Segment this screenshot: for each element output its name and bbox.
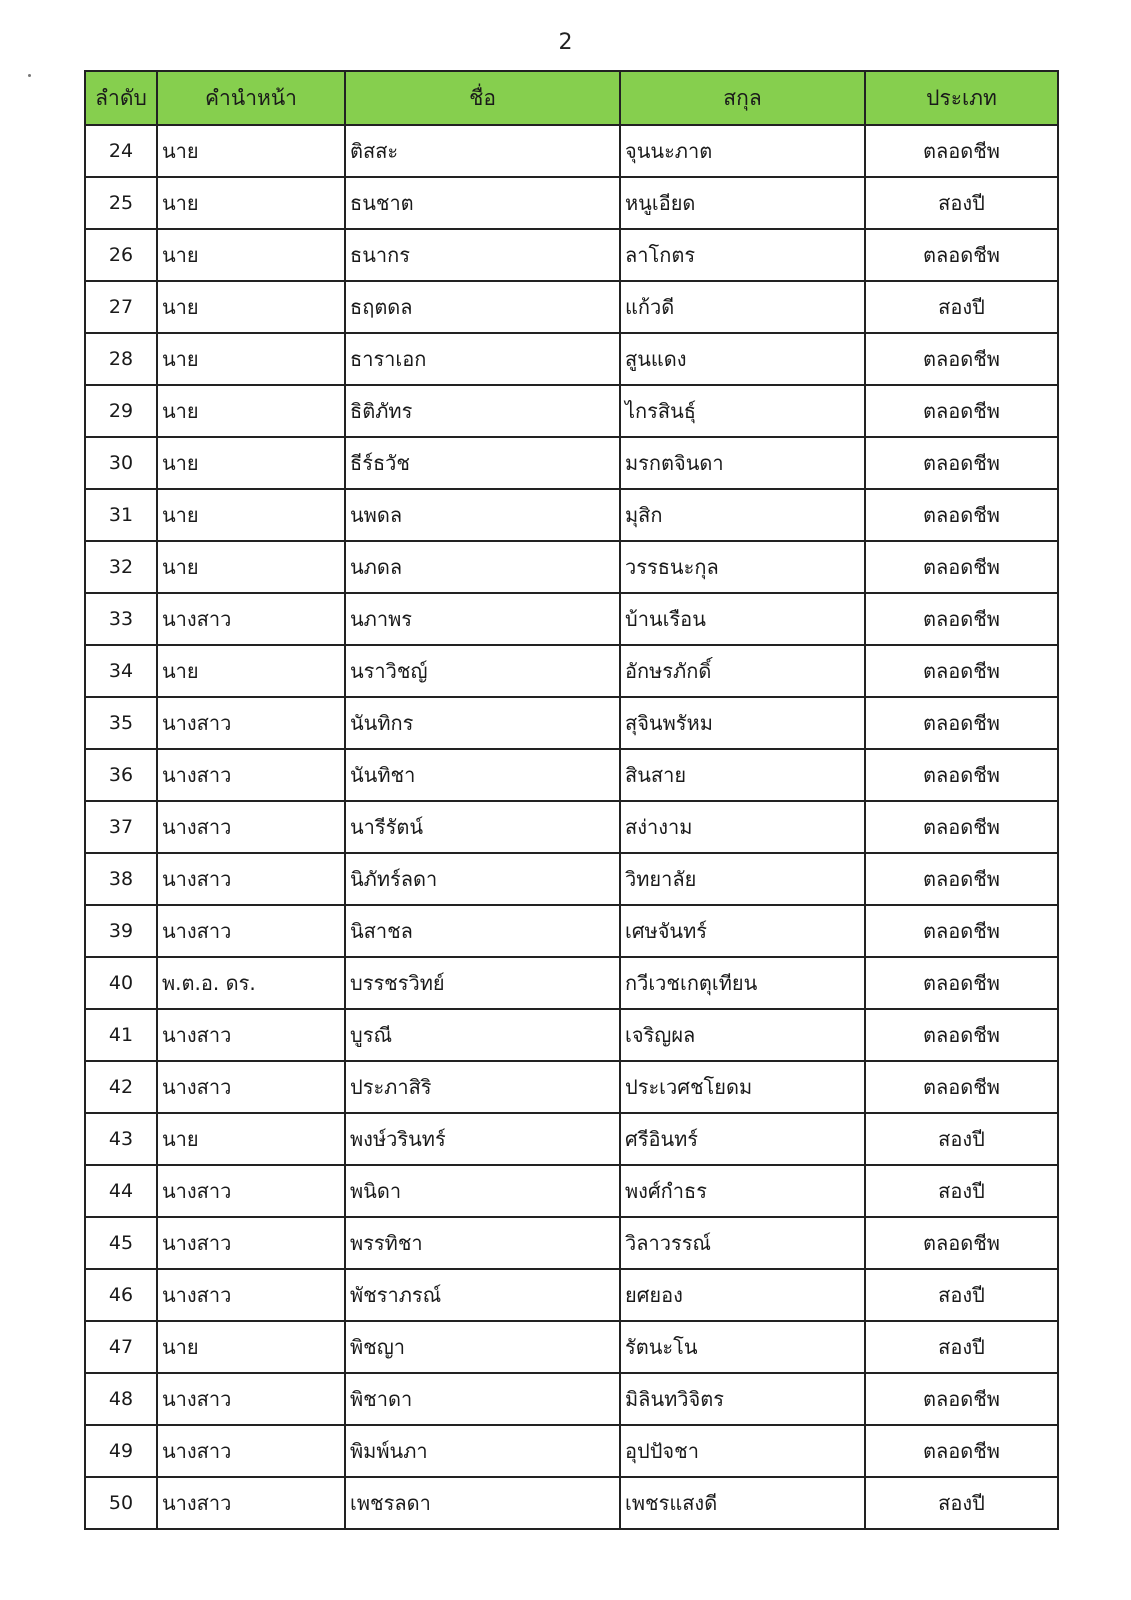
cell-order: 28 <box>85 333 157 385</box>
cell-type: ตลอดชีพ <box>865 333 1058 385</box>
cell-first-name: นันทิกร <box>345 697 620 749</box>
header-first-name: ชื่อ <box>345 71 620 125</box>
cell-first-name: นภาพร <box>345 593 620 645</box>
cell-order: 34 <box>85 645 157 697</box>
cell-order: 48 <box>85 1373 157 1425</box>
cell-first-name: พนิดา <box>345 1165 620 1217</box>
cell-last-name: มรกตจินดา <box>620 437 865 489</box>
cell-last-name: เศษจันทร์ <box>620 905 865 957</box>
cell-order: 37 <box>85 801 157 853</box>
table-row <box>85 385 1058 437</box>
cell-type: ตลอดชีพ <box>865 645 1058 697</box>
cell-first-name: พงษ์วรินทร์ <box>345 1113 620 1165</box>
cell-order: 46 <box>85 1269 157 1321</box>
cell-last-name: ประเวศชโยดม <box>620 1061 865 1113</box>
cell-prefix: นางสาว <box>157 1165 345 1217</box>
cell-order: 40 <box>85 957 157 1009</box>
cell-order: 42 <box>85 1061 157 1113</box>
header-prefix: คำนำหน้า <box>157 71 345 125</box>
table-body <box>85 125 1058 1529</box>
cell-last-name: สินสาย <box>620 749 865 801</box>
cell-last-name: กวีเวชเกตุเทียน <box>620 957 865 1009</box>
cell-order: 39 <box>85 905 157 957</box>
cell-first-name: พิชญา <box>345 1321 620 1373</box>
cell-prefix: นางสาว <box>157 593 345 645</box>
table-row <box>85 333 1058 385</box>
table-row <box>85 905 1058 957</box>
cell-prefix: นาย <box>157 541 345 593</box>
table-row <box>85 1165 1058 1217</box>
cell-order: 32 <box>85 541 157 593</box>
cell-first-name: นันทิชา <box>345 749 620 801</box>
cell-order: 30 <box>85 437 157 489</box>
cell-last-name: มิลินทวิจิตร <box>620 1373 865 1425</box>
cell-type: ตลอดชีพ <box>865 905 1058 957</box>
table-row <box>85 489 1058 541</box>
cell-first-name: พรรทิชา <box>345 1217 620 1269</box>
cell-order: 25 <box>85 177 157 229</box>
cell-type: ตลอดชีพ <box>865 1425 1058 1477</box>
cell-first-name: นพดล <box>345 489 620 541</box>
cell-order: 44 <box>85 1165 157 1217</box>
table-row <box>85 281 1058 333</box>
cell-first-name: ธนชาต <box>345 177 620 229</box>
cell-last-name: ลาโกตร <box>620 229 865 281</box>
cell-prefix: นางสาว <box>157 697 345 749</box>
cell-order: 41 <box>85 1009 157 1061</box>
cell-order: 49 <box>85 1425 157 1477</box>
cell-order: 50 <box>85 1477 157 1529</box>
cell-first-name: พัชราภรณ์ <box>345 1269 620 1321</box>
cell-type: สองปี <box>865 1165 1058 1217</box>
cell-type: ตลอดชีพ <box>865 125 1058 177</box>
table-row <box>85 697 1058 749</box>
cell-last-name: เจริญผล <box>620 1009 865 1061</box>
cell-type: ตลอดชีพ <box>865 801 1058 853</box>
cell-first-name: ธีร์ธวัช <box>345 437 620 489</box>
table-row <box>85 801 1058 853</box>
cell-last-name: รัตนะโน <box>620 1321 865 1373</box>
cell-type: ตลอดชีพ <box>865 1217 1058 1269</box>
header-last-name: สกุล <box>620 71 865 125</box>
table-row <box>85 1321 1058 1373</box>
cell-prefix: นางสาว <box>157 853 345 905</box>
cell-prefix: นาย <box>157 1113 345 1165</box>
cell-prefix: นางสาว <box>157 1217 345 1269</box>
cell-first-name: ธิติภัทร <box>345 385 620 437</box>
member-table <box>84 70 1059 1530</box>
cell-type: ตลอดชีพ <box>865 437 1058 489</box>
cell-last-name: ศรีอินทร์ <box>620 1113 865 1165</box>
cell-prefix: นางสาว <box>157 1373 345 1425</box>
cell-prefix: นางสาว <box>157 905 345 957</box>
cell-last-name: วิทยาลัย <box>620 853 865 905</box>
cell-prefix: พ.ต.อ. ดร. <box>157 957 345 1009</box>
cell-type: ตลอดชีพ <box>865 541 1058 593</box>
cell-order: 45 <box>85 1217 157 1269</box>
cell-prefix: นาย <box>157 385 345 437</box>
cell-type: สองปี <box>865 1321 1058 1373</box>
cell-first-name: เพชรลดา <box>345 1477 620 1529</box>
cell-type: ตลอดชีพ <box>865 697 1058 749</box>
cell-first-name: นราวิชญ์ <box>345 645 620 697</box>
table-row <box>85 593 1058 645</box>
cell-order: 43 <box>85 1113 157 1165</box>
cell-prefix: นาย <box>157 437 345 489</box>
cell-order: 36 <box>85 749 157 801</box>
cell-order: 33 <box>85 593 157 645</box>
cell-prefix: นาย <box>157 229 345 281</box>
table-row <box>85 1217 1058 1269</box>
cell-order: 26 <box>85 229 157 281</box>
table-row <box>85 1061 1058 1113</box>
cell-prefix: นาย <box>157 281 345 333</box>
cell-prefix: นางสาว <box>157 1061 345 1113</box>
cell-prefix: นาย <box>157 645 345 697</box>
cell-type: ตลอดชีพ <box>865 853 1058 905</box>
header-type: ประเภท <box>865 71 1058 125</box>
cell-order: 29 <box>85 385 157 437</box>
scan-speck <box>28 74 31 77</box>
cell-prefix: นางสาว <box>157 801 345 853</box>
page-number: 2 <box>558 30 573 55</box>
cell-last-name: แก้วดี <box>620 281 865 333</box>
cell-last-name: เพชรแสงดี <box>620 1477 865 1529</box>
table-row <box>85 229 1058 281</box>
cell-type: ตลอดชีพ <box>865 229 1058 281</box>
header-row <box>85 71 1058 125</box>
cell-last-name: สูนแดง <box>620 333 865 385</box>
cell-last-name: ยศยอง <box>620 1269 865 1321</box>
cell-last-name: หนูเอียด <box>620 177 865 229</box>
cell-order: 27 <box>85 281 157 333</box>
cell-prefix: นางสาว <box>157 1477 345 1529</box>
table-row <box>85 645 1058 697</box>
cell-first-name: ธนากร <box>345 229 620 281</box>
cell-type: ตลอดชีพ <box>865 489 1058 541</box>
cell-order: 31 <box>85 489 157 541</box>
table-row <box>85 437 1058 489</box>
table-row <box>85 1477 1058 1529</box>
table-header <box>85 71 1058 125</box>
cell-type: ตลอดชีพ <box>865 1061 1058 1113</box>
cell-first-name: นิภัทร์ลดา <box>345 853 620 905</box>
cell-prefix: นางสาว <box>157 749 345 801</box>
table-row <box>85 177 1058 229</box>
cell-type: ตลอดชีพ <box>865 1373 1058 1425</box>
cell-last-name: มุสิก <box>620 489 865 541</box>
cell-type: สองปี <box>865 281 1058 333</box>
cell-prefix: นางสาว <box>157 1269 345 1321</box>
cell-type: สองปี <box>865 1269 1058 1321</box>
cell-last-name: สง่างาม <box>620 801 865 853</box>
cell-first-name: นภดล <box>345 541 620 593</box>
cell-prefix: นาย <box>157 125 345 177</box>
cell-prefix: นาย <box>157 177 345 229</box>
cell-first-name: ติสสะ <box>345 125 620 177</box>
cell-prefix: นาย <box>157 1321 345 1373</box>
cell-type: ตลอดชีพ <box>865 593 1058 645</box>
table-row <box>85 1373 1058 1425</box>
cell-type: ตลอดชีพ <box>865 957 1058 1009</box>
cell-first-name: นารีรัตน์ <box>345 801 620 853</box>
cell-first-name: บรรชรวิทย์ <box>345 957 620 1009</box>
cell-last-name: พงศ์กำธร <box>620 1165 865 1217</box>
header-order: ลำดับ <box>85 71 157 125</box>
cell-prefix: นาย <box>157 333 345 385</box>
cell-type: ตลอดชีพ <box>865 749 1058 801</box>
cell-order: 24 <box>85 125 157 177</box>
cell-type: ตลอดชีพ <box>865 385 1058 437</box>
cell-order: 47 <box>85 1321 157 1373</box>
table-row <box>85 1113 1058 1165</box>
cell-last-name: จุนนะภาต <box>620 125 865 177</box>
cell-last-name: วรรธนะกุล <box>620 541 865 593</box>
cell-first-name: ประภาสิริ <box>345 1061 620 1113</box>
cell-type: ตลอดชีพ <box>865 1009 1058 1061</box>
table-row <box>85 957 1058 1009</box>
table-row <box>85 1425 1058 1477</box>
cell-prefix: นาย <box>157 489 345 541</box>
cell-last-name: บ้านเรือน <box>620 593 865 645</box>
table-row <box>85 749 1058 801</box>
cell-first-name: นิสาชล <box>345 905 620 957</box>
cell-first-name: บูรณี <box>345 1009 620 1061</box>
table-row <box>85 1009 1058 1061</box>
cell-type: สองปี <box>865 1477 1058 1529</box>
cell-last-name: สุจินพรัหม <box>620 697 865 749</box>
cell-first-name: พิชาดา <box>345 1373 620 1425</box>
cell-prefix: นางสาว <box>157 1009 345 1061</box>
cell-first-name: ธาราเอก <box>345 333 620 385</box>
table-row <box>85 541 1058 593</box>
table-row <box>85 853 1058 905</box>
cell-order: 35 <box>85 697 157 749</box>
cell-prefix: นางสาว <box>157 1425 345 1477</box>
cell-last-name: ไกรสินธุ์ <box>620 385 865 437</box>
cell-type: สองปี <box>865 177 1058 229</box>
cell-order: 38 <box>85 853 157 905</box>
cell-first-name: พิมพ์นภา <box>345 1425 620 1477</box>
table-row <box>85 1269 1058 1321</box>
cell-type: สองปี <box>865 1113 1058 1165</box>
cell-first-name: ธฤตดล <box>345 281 620 333</box>
table-row <box>85 125 1058 177</box>
cell-last-name: อักษรภักดิ์ <box>620 645 865 697</box>
cell-last-name: วิลาวรรณ์ <box>620 1217 865 1269</box>
cell-last-name: อุปปัจชา <box>620 1425 865 1477</box>
